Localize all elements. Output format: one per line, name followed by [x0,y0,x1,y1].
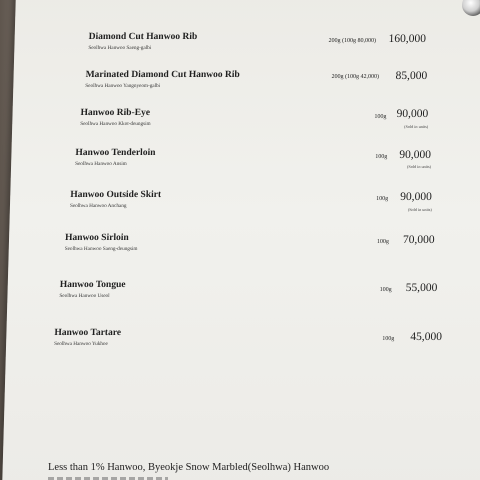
menu-item-name: Hanwoo Outside Skirt [70,190,162,200]
menu-page [2,0,480,480]
menu-item-name: Hanwoo Tongue [59,280,126,290]
menu-item-name: Hanwoo Rib-Eye [80,108,151,118]
menu-item-weight: 100g [382,336,395,342]
menu-item-name: Hanwoo Sirloin [64,233,129,243]
menu-item-korean-name: Seolhwa Hanwoo Useol [59,293,110,299]
menu-item-korean-name: Seolhwa Hanwoo Ansim [75,161,127,167]
menu-item-note: (Sold in units) [407,207,432,212]
menu-item-weight: 100g [379,287,392,293]
menu-item-price: 90,000 [396,108,429,120]
menu-item-weight: 200g (100g 80,000) [328,38,377,44]
menu-item-price: 160,000 [388,33,427,45]
menu-item-price: 90,000 [400,191,433,203]
footer-note: Less than 1% Hanwoo, Byeokje Snow Marbled(Seolhwa) Hanwoo [48,462,330,473]
menu-item-korean-name: Seolhwa Hanwoo Saeng-galbi [88,45,152,51]
menu-item-weight: 200g (100g 42,000) [331,74,380,80]
menu-item-weight: 100g [376,239,390,245]
menu-item-note: (Sold in units) [404,124,429,129]
menu-item-weight: 100g [375,154,388,160]
menu-item-name: Hanwoo Tenderloin [75,148,156,158]
menu-item-price: 45,000 [410,331,443,343]
menu-item-korean-name: Seolhwa Hanwoo Saeng-deungsim [64,246,138,252]
menu-item-note: (Sold in units) [407,164,432,169]
menu-item-price: 90,000 [399,149,432,161]
menu-item-price: 85,000 [395,70,428,82]
menu-item-korean-name: Seolhwa Hanwoo Yukhoe [54,341,108,347]
menu-item-price: 55,000 [405,282,438,294]
menu-item-name: Marinated Diamond Cut Hanwoo Rib [85,70,240,80]
menu-item-korean-name: Seolhwa Hanwoo Yangnyeom-galbi [85,83,161,89]
menu-item-korean-name: Seolhwa Hanwoo Anchang [69,203,127,209]
menu-item-price: 70,000 [402,234,435,246]
menu-item-weight: 100g [376,196,389,202]
menu-item-name: Hanwoo Tartare [54,328,122,338]
menu-item-weight: 100g [374,114,387,120]
menu-item-korean-name: Seolhwa Hanwoo Kkot-deungsim [80,121,151,127]
menu-item-name: Diamond Cut Hanwoo Rib [88,32,198,42]
